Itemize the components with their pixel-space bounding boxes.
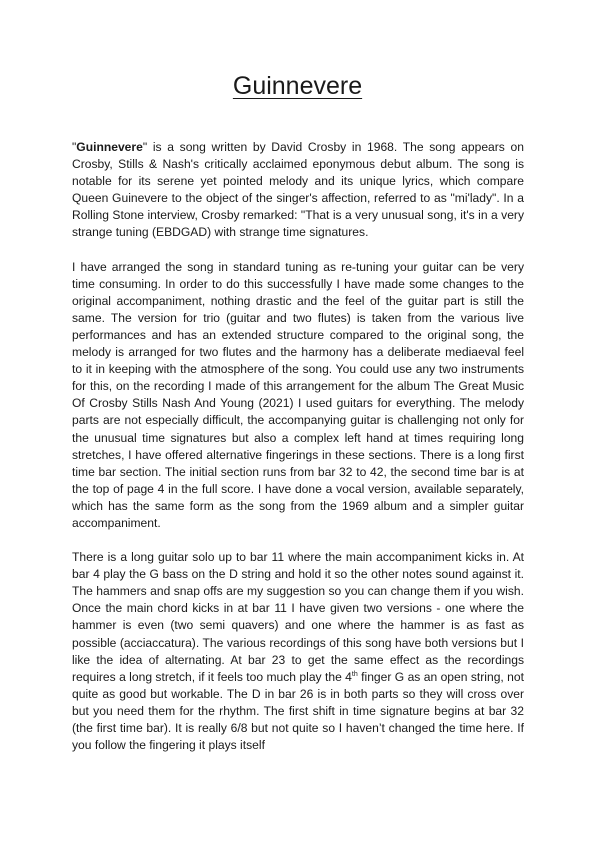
paragraph-intro [72, 139, 524, 242]
document-body [72, 139, 524, 754]
page-title-text: Guinnevere [232, 72, 363, 100]
page-title [0, 72, 595, 101]
intro-open-quote: " [72, 140, 77, 154]
paragraph-performance-notes [72, 549, 524, 754]
song-name: Guinnevere [76, 140, 143, 154]
performance-notes-text-b: finger G as an open string, not quite as good but workable. The D in bar 26 is in both parts so they will cross over but you need them for the rhythm. The first shift in time signature begins at bar 32 (the first time bar). It is really 6/8 but not quite so I haven’t changed the time here. If you follow the fingering it plays itself [72, 669, 524, 753]
paragraph-arrangement: I have arranged the song in standard tuning as re-tuning your guitar can be very time consuming. In order to do this successfully I have made some changes to the original accompaniment, nothing drastic and the feel of the guitar part is still the same. The version for trio (guitar and two flutes) is taken from the various live performances and has an extended structure compared to the original song, the melody is arranged for two flutes and the harmony has a deliberate mediaeval feel to it in keeping with the atmosphere of the song. You could use any two instruments for this, on the recording I made of this arrangement for the album The Great Music Of Crosby Stills Nash And Young (2021) I used guitars for everything. The melody parts are not especially difficult, the accompanying guitar is challenging not only for the unusual time signatures but also a complex left hand at times requiring long stretches, I have offered alternative fingerings in these sections. There is a long first time bar section. The initial section runs from bar 32 to 42, the second time bar is at the top of page 4 in the full score. I have done a vocal version, available separately, which has the same form as the song from the 1969 album and a simpler guitar accompaniment. [72, 259, 524, 530]
intro-text: " is a song written by David Crosby in 1968. The song appears on Crosby, Stills & Nash's critically acclaimed eponymous debut album. The song is notable for its serene yet pointed melody and its unique lyrics, which compare Queen Guinevere to the object of the singer's affection, referred to as "mi'lady". In a Rolling Stone interview, Crosby remarked: "That is a very unusual song, it's in a very strange tuning (EBDGAD) with strange time signatures. [72, 140, 524, 240]
performance-notes-text-a: There is a long guitar solo up to bar 11 where the main accompaniment kicks in. At bar 4 play the G bass on the D string and hold it so the other notes sound against it. The hammers and snap offs are my suggestion so you can change them if you wish. Once the main chord kicks in at bar 11 I have given two versions - one where the hammer is even (two semi quavers) and one where the hammer is as fast as possible (acciaccatura). The various recordings of this song have both versions but I like the idea of alternating. At bar 23 to get the same effect as the recordings requires a long stretch, if it feels too much play the 4 [72, 550, 524, 684]
ordinal-superscript: th [351, 670, 358, 678]
